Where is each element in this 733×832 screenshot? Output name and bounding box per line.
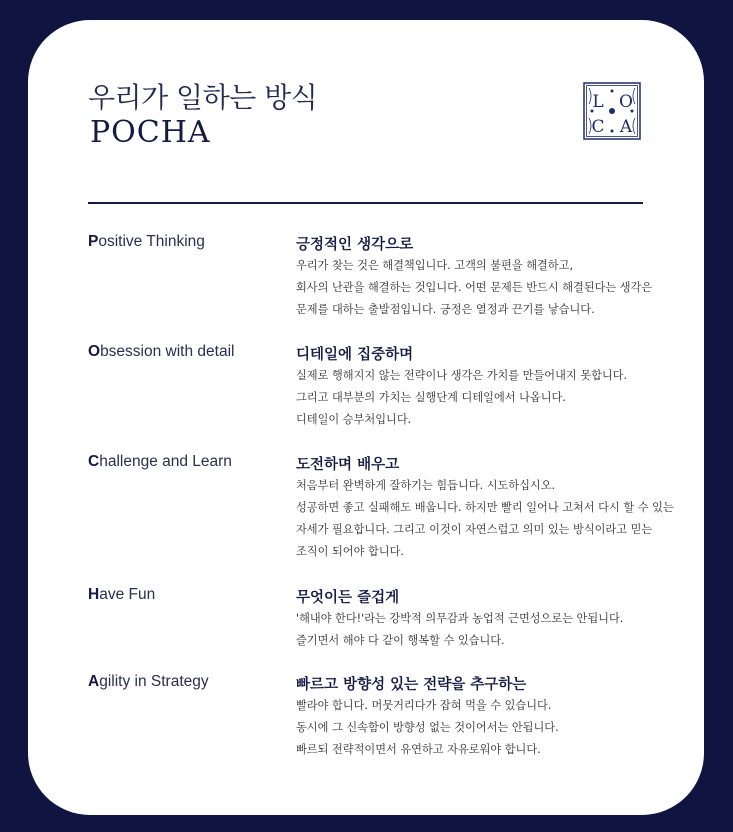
value-description xyxy=(296,608,623,652)
value-initial: P xyxy=(88,233,99,250)
value-name-rest: ositive Thinking xyxy=(98,233,205,250)
logo-letter-l: L xyxy=(592,92,604,112)
value-description xyxy=(296,475,674,563)
value-heading: 디테일에 집중하며 xyxy=(296,347,414,363)
description-line: '해내야 한다!'라는 강박적 의무감과 농업적 근면성으로는 안됩니다. xyxy=(296,612,624,625)
value-heading: 무엇이든 즐겁게 xyxy=(296,590,400,606)
value-name xyxy=(88,673,209,691)
description-line: 빨라야 합니다. 머뭇거리다가 잡혀 먹을 수 있습니다. xyxy=(296,699,552,712)
description-line: 성공하면 좋고 실패해도 배웁니다. 하지만 빨리 일어나 고쳐서 다시 할 수 있는 xyxy=(296,501,674,514)
description-line: 자세가 필요합니다. 그리고 이것이 자연스럽고 의미 있는 방식이라고 믿는 xyxy=(296,523,653,536)
value-name-rest: bsession with detail xyxy=(100,343,235,360)
value-initial: A xyxy=(88,673,100,690)
logo-letter-a: A xyxy=(619,117,633,137)
value-name xyxy=(88,343,234,361)
value-name xyxy=(88,453,232,471)
value-name-rest: gility in Strategy xyxy=(99,673,209,690)
description-line: 즐기면서 해야 다 같이 행복할 수 있습니다. xyxy=(296,634,505,647)
logo-letter-c: C xyxy=(591,117,605,137)
value-name-rest: ave Fun xyxy=(99,586,156,603)
description-line: 그리고 대부분의 가치는 실행단계 디테일에서 나옵니다. xyxy=(296,391,566,404)
value-initial: O xyxy=(88,343,101,360)
description-line: 회사의 난관을 해결하는 것입니다. 어떤 문제든 반드시 해결된다는 생각은 xyxy=(296,281,653,294)
description-line: 처음부터 완벽하게 잘하기는 힘듭니다. 시도하십시오. xyxy=(296,479,556,492)
description-line: 빠르되 전략적이면서 유연하고 자유로워야 합니다. xyxy=(296,743,541,756)
loca-logo-icon xyxy=(583,82,641,140)
value-description xyxy=(296,365,627,431)
value-initial: C xyxy=(88,453,100,470)
value-name xyxy=(88,586,155,604)
logo-letter-o: O xyxy=(619,92,633,112)
page-subtitle: 우리가 일하는 방식 xyxy=(88,81,318,114)
description-line: 동시에 그 신속함이 방향성 없는 것이어서는 안됩니다. xyxy=(296,721,559,734)
description-line: 실제로 행해지지 않는 전략이나 생각은 가치를 만들어내지 못합니다. xyxy=(296,369,628,382)
value-heading: 빠르고 방향성 있는 전략을 추구하는 xyxy=(296,677,527,693)
header-divider xyxy=(88,202,643,204)
value-name xyxy=(88,233,205,251)
value-heading: 도전하며 배우고 xyxy=(296,457,400,473)
value-heading: 긍정적인 생각으로 xyxy=(296,237,414,253)
page-title: POCHA xyxy=(90,115,211,150)
value-name-rest: hallenge and Learn xyxy=(99,453,232,470)
description-line: 우리가 찾는 것은 해결책입니다. 고객의 불편을 해결하고, xyxy=(296,259,574,272)
description-line: 문제를 대하는 출발점입니다. 긍정은 열정과 끈기를 낳습니다. xyxy=(296,303,595,316)
value-description xyxy=(296,255,652,321)
value-initial: H xyxy=(88,586,100,603)
description-line: 디테일이 승부처입니다. xyxy=(296,413,412,426)
value-description xyxy=(296,695,559,761)
description-line: 조직이 되어야 합니다. xyxy=(296,545,404,558)
